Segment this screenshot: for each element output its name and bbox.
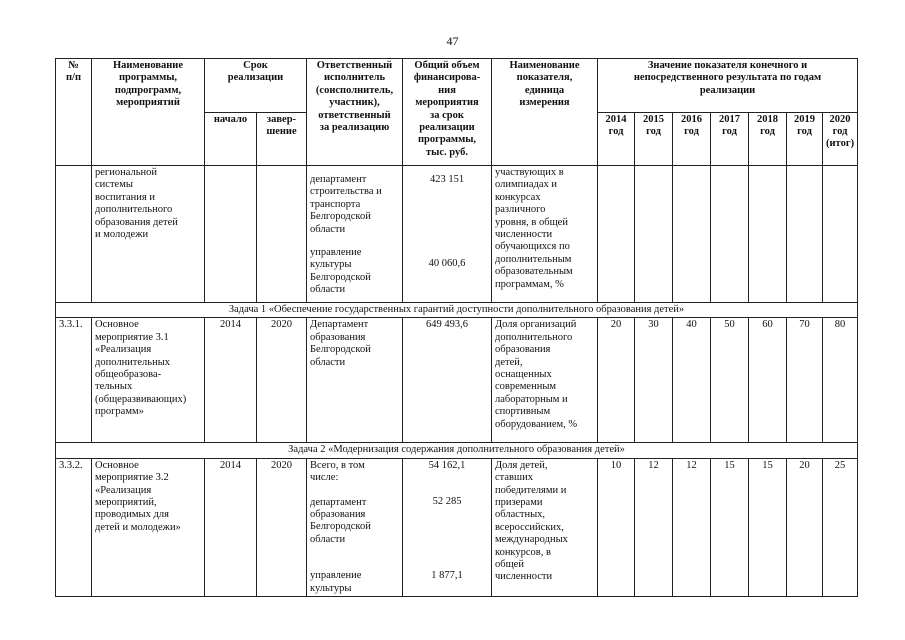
header-name: Наименование программы, подпрограмм, мероприятий [92,59,205,166]
cell-year-value [787,166,823,303]
cell-year-value [635,166,673,303]
cell-year-value [823,166,858,303]
cell-responsible [307,166,403,303]
cell-funding [403,458,492,596]
cell-start [205,166,257,303]
cell-num: 3.3.2. [56,458,92,596]
funding-total: 54 162,1 [428,459,466,471]
cell-year-value: 30 [635,318,673,443]
cell-name: региональной системы воспитания и дополнительного образования детей и молодежи [92,166,205,303]
cell-name: Основное мероприятие 3.1 «Реализация дополнительных общеобразова- тельных (общеразвивающих) программ» [92,318,205,443]
page-number: 47 [446,34,459,48]
cell-year-value: 80 [823,318,858,443]
header-row-1 [56,59,858,113]
header-responsible: Ответственный исполнитель (соисполнитель, участник), ответственный за реализацию [307,59,403,166]
task-1-title: Задача 1 «Обеспечение государственных гарантий доступности дополнительного образования детей» [56,303,858,318]
cell-start: 2014 [205,458,257,596]
header-year: 2017 год [711,112,749,166]
cell-indicator: Доля детей, ставших победителями и призерами областных, всероссийских, международных конкурсов, в общей численности [492,458,598,596]
cell-year-value: 25 [823,458,858,596]
header-funding: Общий объем финансирова- ния мероприятия за срок реализации программы, тыс. руб. [403,59,492,166]
header-term-end: завер- шение [257,112,307,166]
cell-year-value: 12 [673,458,711,596]
header-year: 2014 год [598,112,635,166]
task-2-row [56,443,858,458]
cell-year-value [749,166,787,303]
cell-num [56,166,92,303]
header-year: 2020 год (итог) [823,112,858,166]
cell-funding: 649 493,6 [403,318,492,443]
header-num: № п/п [56,59,92,166]
header-term: Срок реализации [205,59,307,113]
executor-culture: управление культуры Белгородской области [310,247,371,296]
cell-start: 2014 [205,318,257,443]
cell-year-value [673,166,711,303]
cell-indicator: участвующих в олимпиадах и конкурсах различного уровня, в общей численности обучающихся по дополнительным образовательным программам, % [492,166,598,303]
header-term-start: начало [205,112,257,166]
cell-year-value: 40 [673,318,711,443]
cell-year-value: 70 [787,318,823,443]
cell-year-value: 20 [787,458,823,596]
task-1-row [56,303,858,318]
cell-year-value: 20 [598,318,635,443]
cell-responsible [307,458,403,596]
cell-responsible: Департамент образования Белгородской области [307,318,403,443]
cell-year-value [598,166,635,303]
cell-year-value: 50 [711,318,749,443]
cell-year-value: 60 [749,318,787,443]
cell-end: 2020 [257,458,307,596]
header-year: 2018 год [749,112,787,166]
header-year: 2015 год [635,112,673,166]
cell-year-value [711,166,749,303]
cell-num: 3.3.1. [56,318,92,443]
cell-end [257,166,307,303]
cell-name: Основное мероприятие 3.2 «Реализация мероприятий, проводимых для детей и молодежи» [92,458,205,596]
executor-total: Всего, в том числе: [310,459,365,484]
continuation-row [56,166,858,303]
executor-education: департамент образования Белгородской области [310,496,371,545]
funding-culture: 40 060,6 [428,258,466,270]
cell-year-value: 12 [635,458,673,596]
funding-culture: 1 877,1 [431,569,463,581]
cell-funding [403,166,492,303]
header-year: 2016 год [673,112,711,166]
header-indicator: Наименование показателя, единица измерения [492,59,598,166]
header-values-title: Значение показателя конечного и непосредственного результата по годам реализации [598,59,858,113]
row-3-3-2 [56,458,858,596]
task-2-title: Задача 2 «Модернизация содержания дополнительного образования детей» [56,443,858,458]
executor-construction: департамент строительства и транспорта Белгородской области [310,174,382,235]
program-table [55,58,858,597]
row-3-3-1 [56,318,858,443]
funding-construction: 423 151 [429,174,465,185]
cell-year-value: 10 [598,458,635,596]
cell-year-value: 15 [711,458,749,596]
cell-end: 2020 [257,318,307,443]
funding-education: 52 285 [432,496,462,508]
cell-indicator: Доля организаций дополнительного образования детей, оснащенных современным лабораторным и спортивным оборудованием, % [492,318,598,443]
header-year: 2019 год [787,112,823,166]
cell-year-value: 15 [749,458,787,596]
executor-culture: управление культуры [310,570,362,594]
